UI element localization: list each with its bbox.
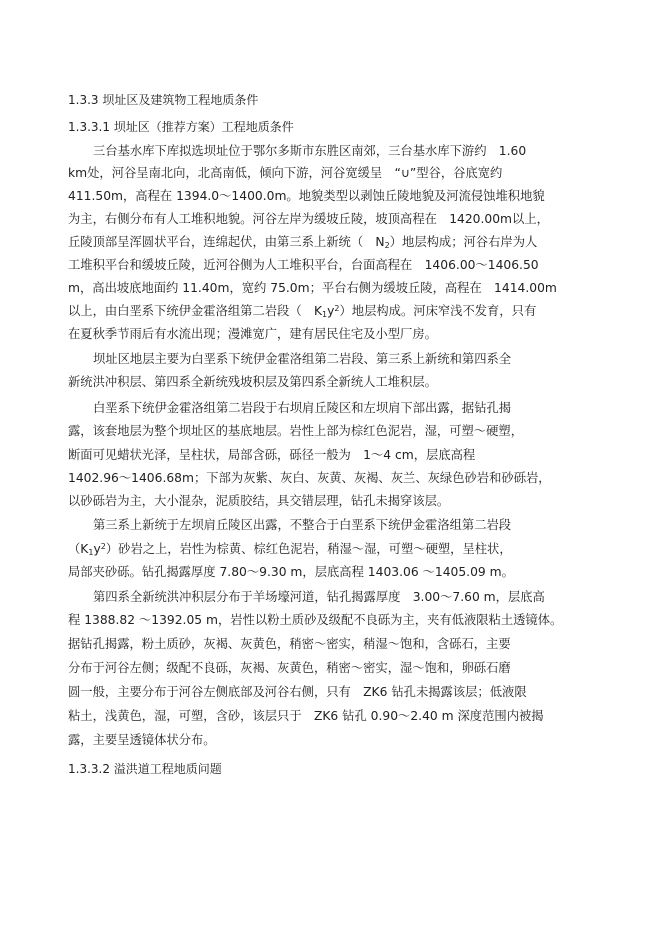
- y2-superscript: 2: [334, 304, 340, 313]
- y2-superscript: 2: [100, 542, 106, 551]
- section-heading-1-3-3-1: 1.3.3.1 坝址区（推荐方案）工程地质条件: [68, 120, 294, 134]
- p3-line-2: 露，该套地层为整个坝址区的基底地层。岩性上部为棕红色泥岩，湿，可塑～硬塑，: [68, 424, 523, 438]
- p1-line-4: 为主，右侧分布有人工堆积地貌。河谷左岸为缓坡丘陵，坡顶高程在 1420.00m以上，: [68, 212, 549, 226]
- p1-line-6: 工堆积平台和缓坡丘陵，近河谷侧为人工堆积平台，台面高程在 1406.00～1406.50: [68, 258, 539, 272]
- p2-line-2: 新统洪冲积层、第四系全新统残坡积层及第四系全新统人工堆积层。: [68, 375, 437, 389]
- p5-line-3: 据钻孔揭露，粉土质砂，灰褐、灰黄色，稍密～密实，稍湿～饱和，含砾石，主要: [68, 637, 511, 651]
- p3-line-5: 以砂砾岩为主，大小混杂，泥质胶结，具交错层理，钻孔未揭穿该层。: [68, 494, 450, 508]
- p1-line-8-text-a: 以上，由白垩系下统伊金霍洛组第二岩段（ K: [68, 304, 323, 318]
- p1-line-7: m，高出坡底地面约 11.40m，宽约 75.0m；平台右侧为缓坡丘陵，高程在 1414.00m: [68, 281, 557, 295]
- p2-line-1: 坝址区地层主要为白垩系下统伊金霍洛组第二岩段、第三系上新统和第四系全: [93, 352, 512, 366]
- p4-line-1: 第三系上新统于左坝肩丘陵区出露，不整合于白垩系下统伊金霍洛组第二岩段: [93, 518, 512, 532]
- p5-line-4: 分布于河谷左侧；级配不良砾，灰褐、灰黄色，稍密～密实，湿～饱和，卵砾石磨: [68, 661, 511, 675]
- p3-line-3: 断面可见蜡状光泽，呈柱状，局部含砾，砾径一般为 1～4 cm，层底高程: [68, 448, 476, 462]
- p1-line-8-text-b: ）地层构成。河床窄浅不发育，只有: [339, 304, 537, 318]
- p1-line-5-text-a: 丘陵顶部呈浑圆状平台，连绵起伏，由第三系上新统（ N: [68, 235, 385, 249]
- p4-line-2-y: y: [93, 542, 101, 556]
- p5-line-7: 露，主要呈透镜体状分布。: [68, 733, 216, 747]
- p5-line-2: 程 1388.82 ～1392.05 m，岩性以粉土质砂及级配不良砾为主，夹有低液限粘土透镜体。: [68, 613, 563, 627]
- p1-line-5: [68, 233, 537, 251]
- p1-line-2: km处，河谷呈南北向，北高南低，倾向下游，河谷宽缓呈 “∪”型谷，谷底宽约: [68, 166, 503, 180]
- p4-line-2-text-b: ）砂岩之上，岩性为棕黄、棕红色泥岩，稍湿～湿，可塑～硬塑，呈柱状，: [105, 542, 512, 556]
- p4-line-2-text-a: （K: [68, 542, 89, 556]
- n2-subscript: 2: [384, 241, 390, 250]
- p1-line-8-y: y: [327, 304, 335, 318]
- section-heading-1-3-3: 1.3.3 坝址区及建筑物工程地质条件: [68, 93, 259, 107]
- p3-line-4: 1402.96～1406.68m；下部为灰紫、灰白、灰黄、灰褐、灰兰、灰绿色砂岩和砂砾岩，: [68, 471, 551, 485]
- k1-subscript: 1: [88, 548, 94, 557]
- p3-line-1: 白垩系下统伊金霍洛组第二岩段于右坝肩丘陵区和左坝肩下部出露，据钻孔揭: [93, 401, 512, 415]
- p4-line-2: [68, 540, 512, 558]
- p1-line-5-text-b: ）地层构成；河谷右岸为人: [389, 235, 538, 249]
- section-heading-1-3-3-2: 1.3.3.2 溢洪道工程地质问题: [68, 762, 222, 776]
- p4-line-3: 局部夹砂砾。钻孔揭露厚度 7.80～9.30 m，层底高程 1403.06 ～1405.09 m。: [68, 565, 514, 579]
- p5-line-1: 第四系全新统洪冲积层分布于羊场壕河道，钻孔揭露厚度 3.00～7.60 m，层底高: [93, 590, 545, 604]
- p5-line-5: 圆一般，主要分布于河谷左侧底部及河谷右侧，只有 ZK6 钻孔未揭露该层；低液限: [68, 685, 527, 699]
- p1-line-8: [68, 302, 536, 320]
- p1-line-9: 在夏秋季节雨后有水流出现；漫滩宽广，建有居民住宅及小型厂房。: [68, 327, 437, 341]
- p1-line-1: 三台基水库下库拟选坝址位于鄂尔多斯市东胜区南郊，三台基水库下游约 1.60: [93, 144, 527, 158]
- p5-line-6: 粘土，浅黄色，湿，可塑，含砂，该层只于 ZK6 钻孔 0.90～2.40 m 深度范围内被揭: [68, 709, 544, 723]
- p1-line-3: 411.50m，高程在 1394.0～1400.0m。地貌类型以剥蚀丘陵地貌及河流侵蚀堆积地貌: [68, 189, 545, 203]
- k1-subscript: 1: [322, 310, 328, 319]
